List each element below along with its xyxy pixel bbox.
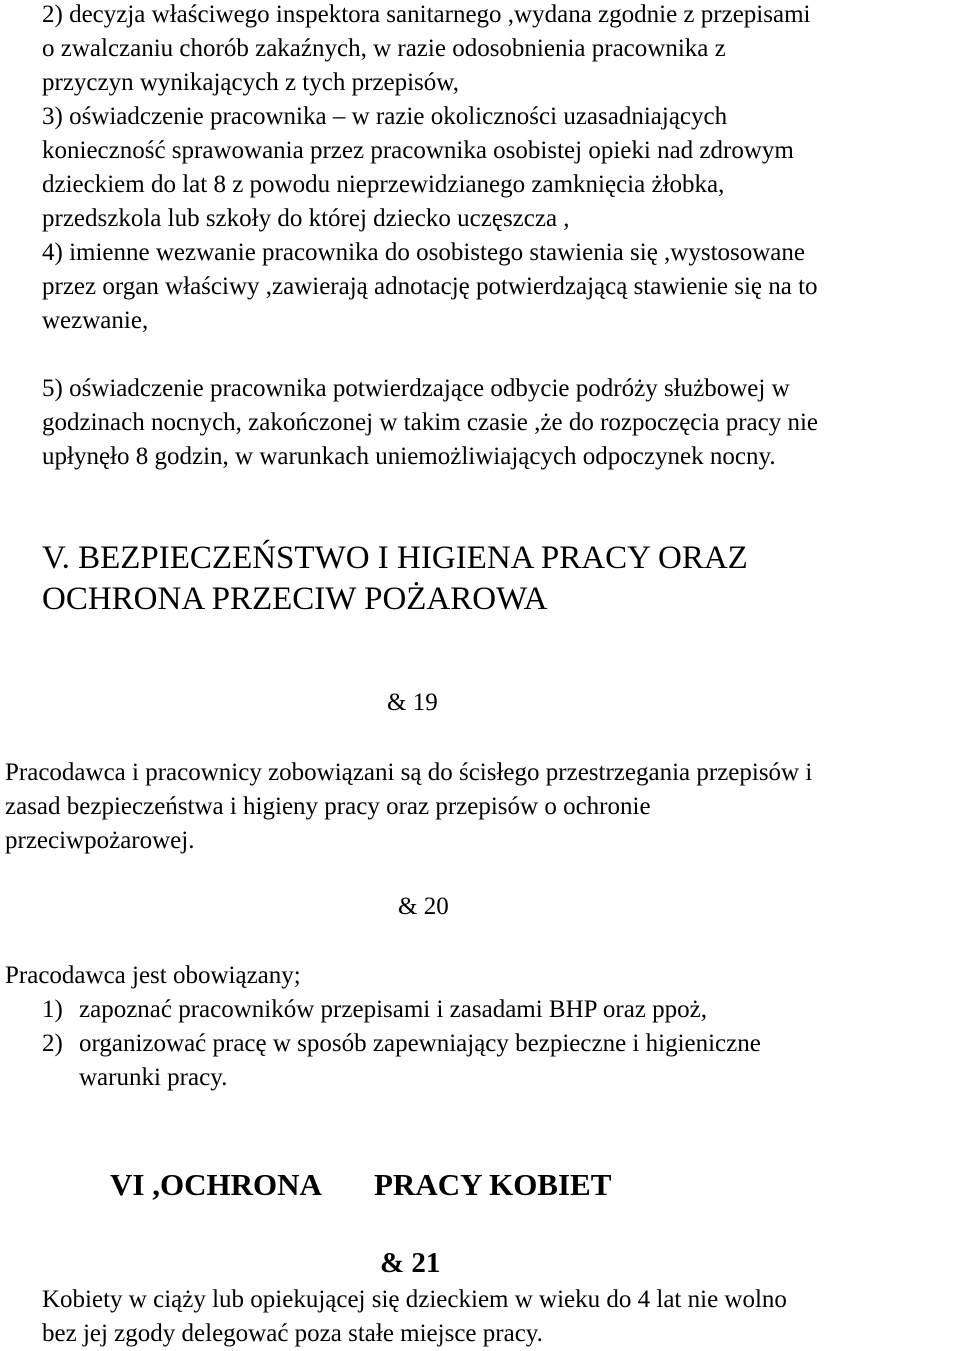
list-text: organizować pracę w sposób zapewniający bezpieczne i higieniczne — [79, 1030, 761, 1057]
text-line: przeciwpożarowej. — [5, 827, 195, 854]
text-line: 3) oświadczenie pracownika – w razie okoliczności uzasadniających — [42, 103, 728, 130]
list-text: warunki pracy. — [79, 1064, 228, 1091]
section-heading: PRACY KOBIET — [374, 1167, 612, 1202]
section-heading: V. BEZPIECZEŃSTWO I HIGIENA PRACY ORAZ — [42, 540, 748, 576]
paragraph-number: & 20 — [398, 893, 449, 920]
section-heading: OCHRONA PRZECIW POŻAROWA — [42, 581, 548, 617]
text-line: 2) decyzja właściwego inspektora sanitarnego ,wydana zgodnie z przepisami — [42, 1, 811, 28]
list-number: 1) — [42, 996, 63, 1023]
text-line: Pracodawca jest obowiązany; — [5, 962, 301, 989]
text-line: Kobiety w ciąży lub opiekującej się dzieckiem w wieku do 4 lat nie wolno — [42, 1286, 787, 1313]
text-line: przez organ właściwy ,zawierają adnotację potwierdzającą stawienie się na to — [42, 273, 818, 300]
text-line: godzinach nocnych, zakończonej w takim czasie ,że do rozpoczęcia pracy nie — [42, 409, 819, 436]
text-line: bez jej zgody delegować poza stałe miejsce pracy. — [42, 1320, 543, 1347]
text-line: Pracodawca i pracownicy zobowiązani są do ścisłego przestrzegania przepisów i — [5, 759, 813, 786]
text-line: konieczność sprawowania przez pracownika osobistej opieki nad zdrowym — [42, 137, 794, 164]
text-line: 5) oświadczenie pracownika potwierdzające odbycie podróży służbowej w — [42, 375, 790, 402]
list-text: zapoznać pracowników przepisami i zasadami BHP oraz ppoż, — [79, 996, 708, 1023]
text-line: dzieckiem do lat 8 z powodu nieprzewidzianego zamknięcia żłobka, — [42, 171, 725, 198]
section-heading: VI ,OCHRONA — [110, 1167, 322, 1202]
list-number: 2) — [42, 1030, 63, 1057]
text-line: wezwanie, — [42, 307, 149, 334]
paragraph-number: & 19 — [387, 689, 438, 716]
paragraph-number: & 21 — [380, 1247, 441, 1279]
text-line: przyczyn wynikających z tych przepisów, — [42, 69, 459, 96]
text-line: 4) imienne wezwanie pracownika do osobistego stawienia się ,wystosowane — [42, 239, 805, 266]
text-line: przedszkola lub szkoły do której dziecko uczęszcza , — [42, 205, 570, 232]
text-line: upłynęło 8 godzin, w warunkach uniemożliwiających odpoczynek nocny. — [42, 443, 776, 470]
text-line: zasad bezpieczeństwa i higieny pracy oraz przepisów o ochronie — [5, 793, 651, 820]
text-line: o zwalczaniu chorób zakaźnych, w razie odosobnienia pracownika z — [42, 35, 726, 62]
